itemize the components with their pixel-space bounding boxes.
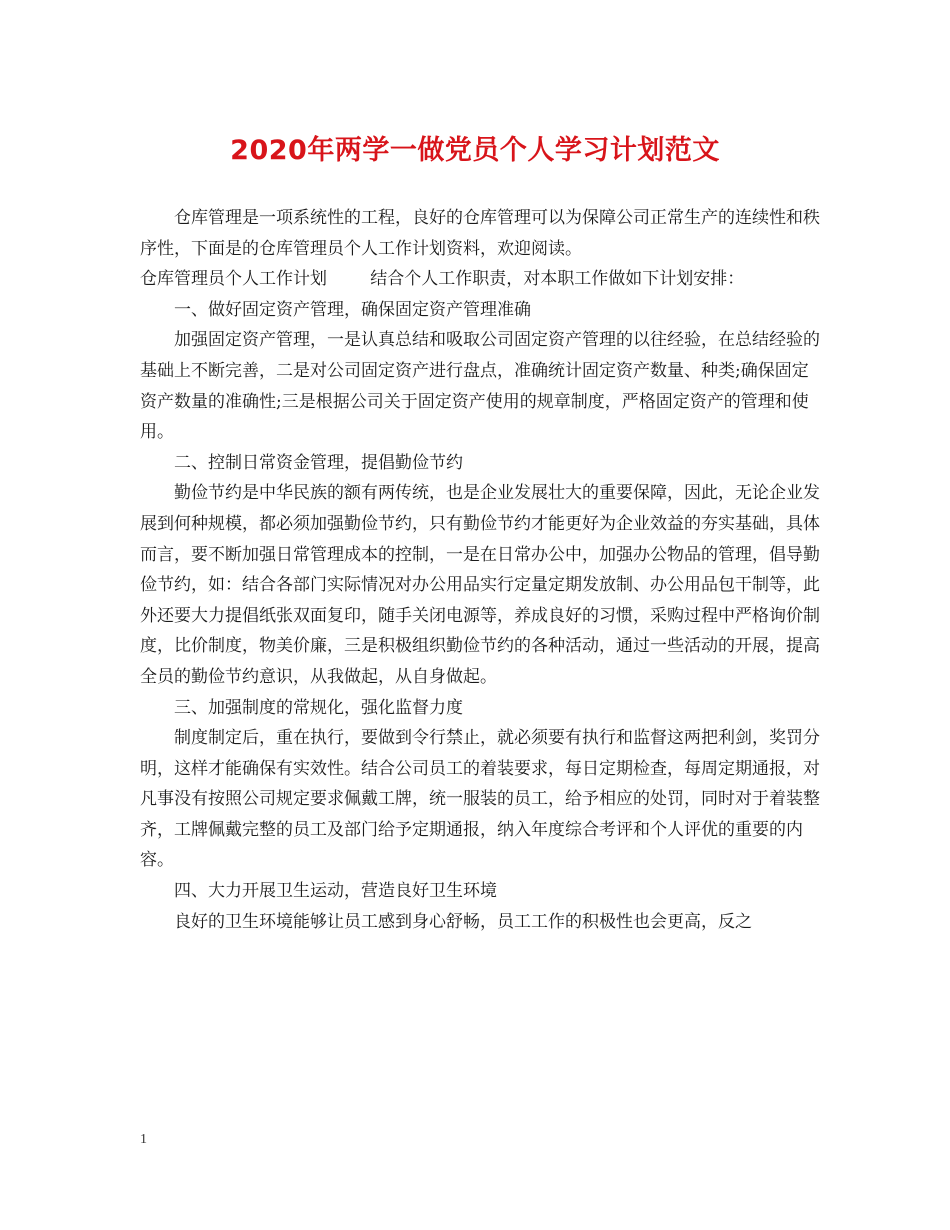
paragraph-section-4: 良好的卫生环境能够让员工感到身心舒畅，员工工作的积极性也会更高，反之: [174, 911, 752, 932]
section-heading-3: 三、加强制度的常规化，强化监督力度: [174, 697, 463, 718]
section-heading-4: 四、大力开展卫生运动，营造良好卫生环境: [174, 881, 497, 902]
paragraph-section-2: 勤俭节约是中华民族的额有两传统，也是企业发展壮大的重要保障，因此，无论企业发展到何种规模，都必须加强勤俭节约，只有勤俭节约才能更好为企业效益的夯实基础，具体而言，要不断加强日常管理成本的控制，一是在日常办公中，加强办公物品的管理，倡导勤俭节约，如：结合各部门实际情况对办公用品实行定量定期发放制、办公用品包干制等，此外还要大力提倡纸张双面复印，随手关闭电源等，养成良好的习惯，采购过程中严格询价制度，比价制度，物美价廉，三是积极组织勤俭节约的各种活动，通过一些活动的开展，提高全员的勤俭节约意识，从我做起，从自身做起。: [140, 483, 820, 687]
document-body: [140, 203, 820, 937]
paragraph-section-3: 制度制定后，重在执行，要做到令行禁止，就必须要有执行和监督这两把利剑，奖罚分明，这样才能确保有实效性。结合公司员工的着装要求，每日定期检查，每周定期通报，对凡事没有按照公司规定要求佩戴工牌，统一服装的员工，给予相应的处罚，同时对于着装整齐，工牌佩戴完整的员工及部门给予定期通报，纳入年度综合考评和个人评优的重要的内容。: [140, 728, 820, 871]
page-number: 1: [140, 1132, 147, 1147]
section-heading-1: 一、做好固定资产管理，确保固定资产管理准确: [174, 299, 531, 320]
paragraph-plan-heading: 仓库管理员个人工作计划 结合个人工作职责，对本职工作做如下计划安排：: [140, 269, 745, 290]
page-title: 2020年两学一做党员个人学习计划范文: [230, 135, 720, 166]
section-heading-2: 二、控制日常资金管理，提倡勤俭节约: [174, 452, 463, 473]
paragraph-intro: 仓库管理是一项系统性的工程，良好的仓库管理可以为保障公司正常生产的连续性和秩序性，下面是的仓库管理员个人工作计划资料，欢迎阅读。: [140, 208, 820, 259]
paragraph-section-1: 加强固定资产管理，一是认真总结和吸取公司固定资产管理的以往经验，在总结经验的基础上不断完善，二是对公司固定资产进行盘点，准确统计固定资产数量、种类;确保固定资产数量的准确性;三是根据公司关于固定资产使用的规章制度，严格固定资产的管理和使用。: [140, 330, 820, 443]
